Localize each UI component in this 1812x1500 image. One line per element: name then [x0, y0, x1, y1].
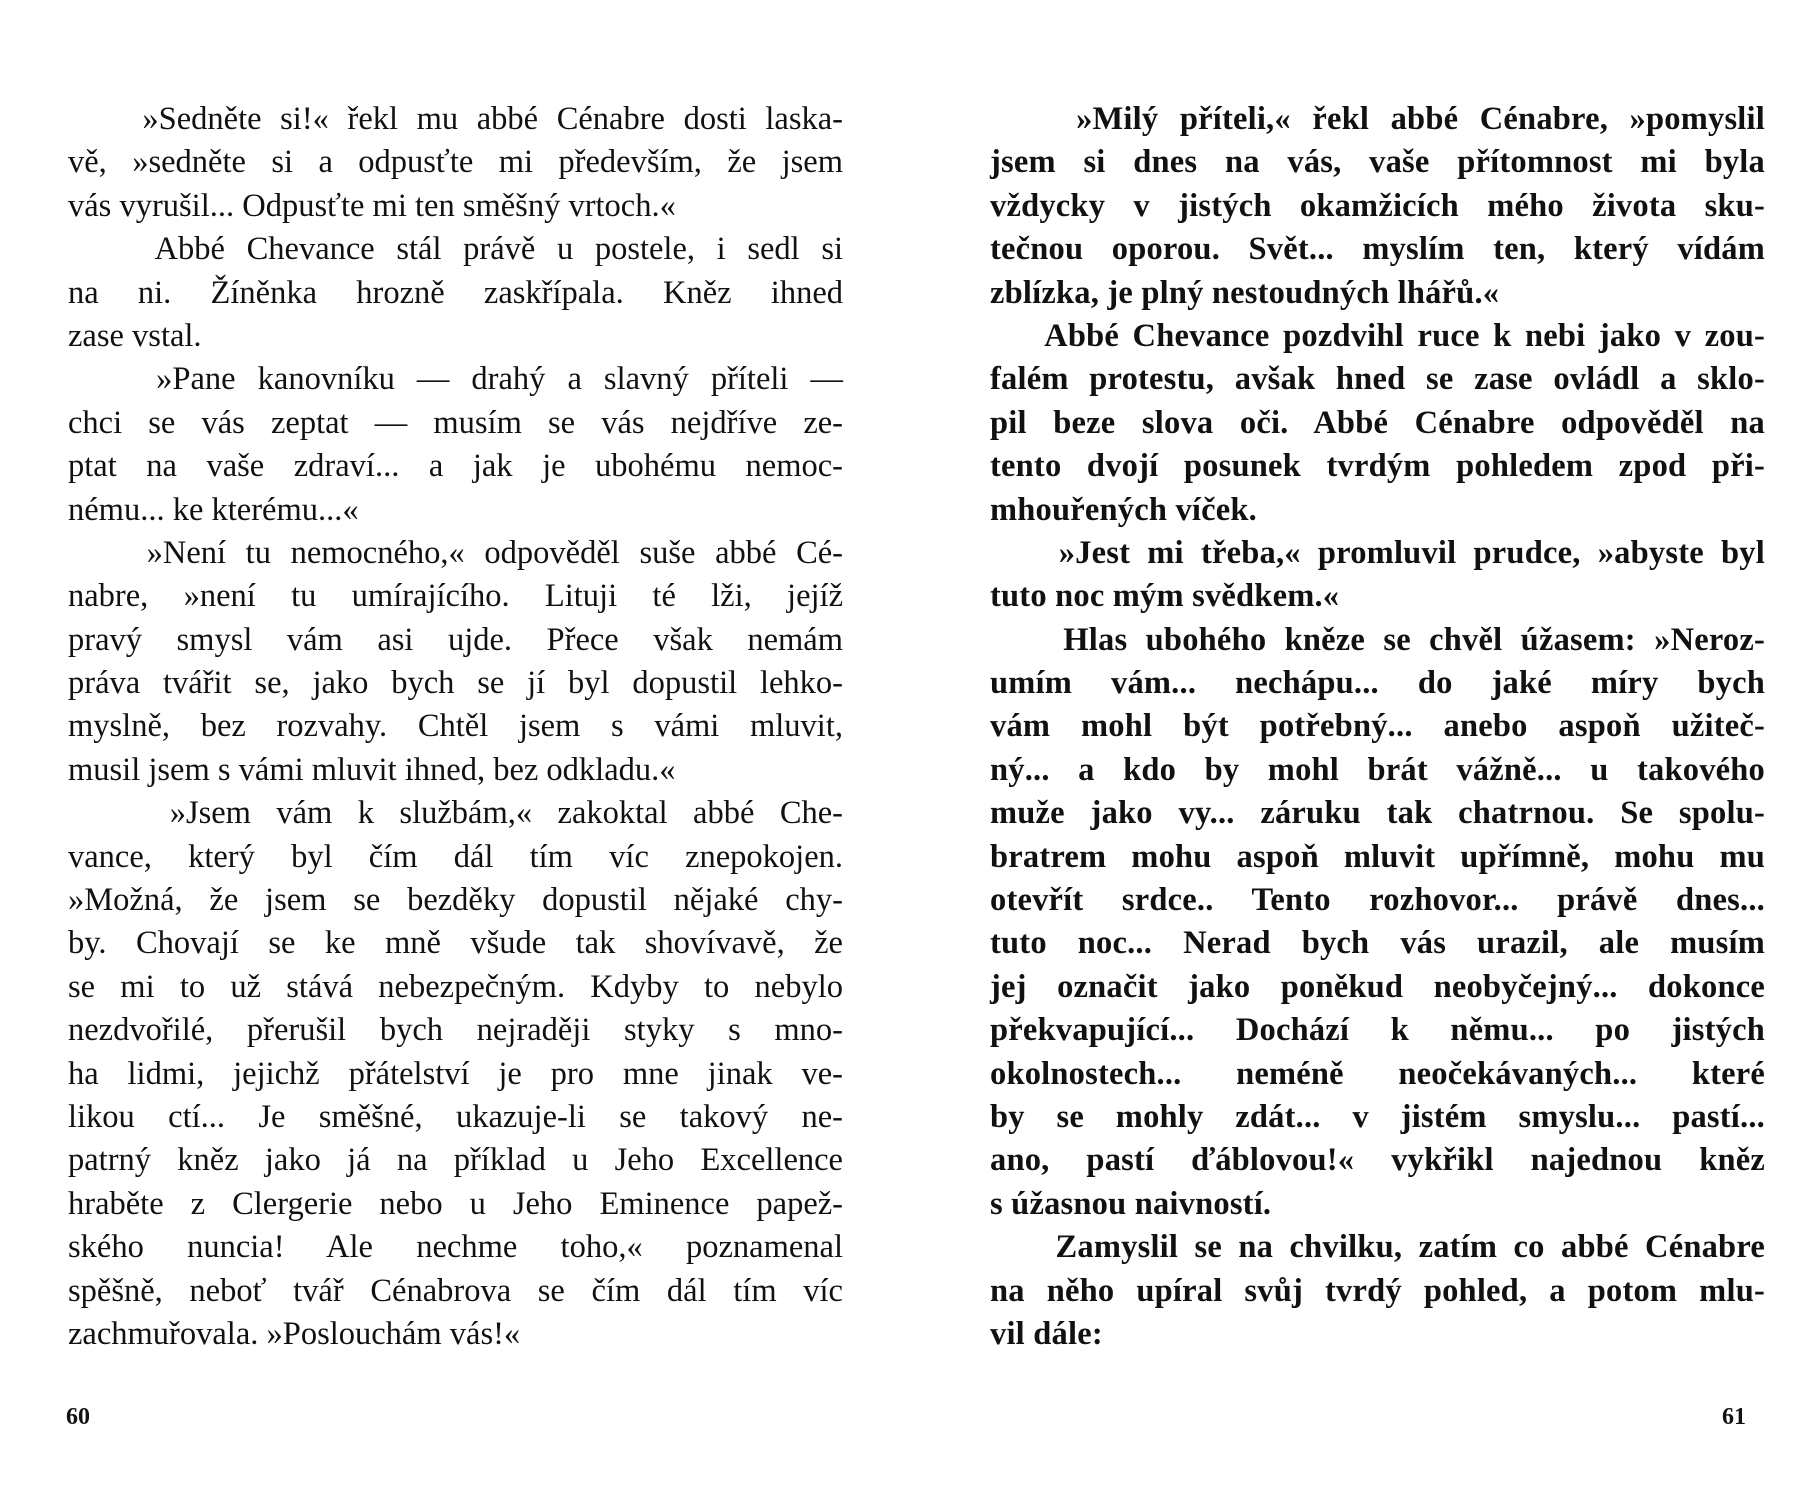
- text-line: na něho upíral svůj tvrdý pohled, a potom mlu-: [990, 1272, 1765, 1309]
- text-line: jsem si dnes na vás, vaše přítomnost mi byla: [990, 144, 1765, 181]
- text-line: Abbé Chevance stál právě u postele, i sedl si: [68, 231, 843, 268]
- text-line: umím vám... nechápu... do jaké míry bych: [990, 665, 1765, 702]
- text-line: s úžasnou naivností.: [990, 1185, 1272, 1222]
- text-line: vil dále:: [990, 1315, 1103, 1352]
- text-line: »Jest mi třeba,« promluvil prudce, »abyste byl: [990, 534, 1765, 571]
- text-line: by. Chovají se ke mně všude tak shovívavě, že: [68, 925, 843, 962]
- text-line: zblízka, je plný nestoudných lhářů.«: [990, 274, 1500, 311]
- text-line: zachmuřovala. »Poslouchám vás!«: [68, 1315, 521, 1352]
- text-line: »Sedněte si!« řekl mu abbé Cénabre dosti laska-: [68, 101, 843, 137]
- text-line: se mi to už stává nebezpečným. Kdyby to nebylo: [68, 968, 843, 1005]
- text-line: falém protestu, avšak hned se zase ovládl a sklo-: [990, 361, 1765, 398]
- text-line: bratrem mohu aspoň mluvit upřímně, mohu mu: [990, 838, 1765, 875]
- text-line: ptat na vaše zdraví... a jak je ubohému nemoc-: [68, 448, 843, 485]
- text-line: pravý smysl vám asi ujde. Přece však nemám: [68, 621, 843, 658]
- text-line: mhouřených víček.: [990, 491, 1258, 528]
- text-line: vám mohl být potřebný... anebo aspoň užiteč-: [990, 708, 1765, 745]
- text-line: tuto noc mým svědkem.«: [990, 578, 1340, 615]
- text-line: patrný kněz jako já na příklad u Jeho Excellence: [68, 1142, 843, 1179]
- text-line: tento dvojí posunek tvrdým pohledem zpod při-: [990, 448, 1765, 485]
- text-line: na ni. Žíněnka hrozně zaskřípala. Kněz ihned: [68, 274, 843, 311]
- text-line: »Možná, že jsem se bezděky dopustil nějaké chy-: [68, 882, 843, 919]
- text-line: zase vstal.: [68, 317, 202, 354]
- text-line: likou ctí... Je směšné, ukazuje-li se takový ne-: [68, 1098, 843, 1135]
- text-line: muže jako vy... záruku tak chatrnou. Se spolu-: [990, 795, 1765, 832]
- text-line: tečnou oporou. Svět... myslím ten, který vídám: [990, 231, 1765, 268]
- text-line: chci se vás zeptat — musím se vás nejdříve ze-: [68, 404, 843, 441]
- text-line: okolnostech... neméně neočekávaných... které: [990, 1055, 1765, 1092]
- text-line: nému... ke kterému...«: [68, 491, 359, 528]
- text-line: práva tvářit se, jako bych se jí byl dopustil lehko-: [68, 665, 843, 702]
- text-line: tuto noc... Nerad bych vás urazil, ale musím: [990, 925, 1765, 962]
- page-number-left: 60: [66, 1404, 90, 1430]
- text-line: jej označit jako poněkud neobyčejný... dokonce: [990, 968, 1765, 1005]
- text-line: vě, »sedněte si a odpusťte mi především, že jsem: [68, 144, 843, 181]
- text-line: nabre, »není tu umírajícího. Lituji té lži, jejíž: [68, 578, 843, 615]
- text-line: spěšně, neboť tvář Cénabrova se čím dál tím víc: [68, 1272, 843, 1309]
- text-line: »Jsem vám k službám,« zakoktal abbé Che-: [68, 795, 843, 832]
- text-line: vždycky v jistých okamžicích mého života sku-: [990, 187, 1765, 224]
- text-line: překvapující... Dochází k němu... po jistých: [990, 1012, 1765, 1049]
- text-line: vance, který byl čím dál tím víc znepokojen.: [68, 838, 843, 875]
- page-number-right: 61: [1722, 1404, 1746, 1430]
- text-line: myslně, bez rozvahy. Chtěl jsem s vámi mluvit,: [68, 708, 843, 745]
- text-line: Zamyslil se na chvilku, zatím co abbé Cénabre: [990, 1229, 1765, 1266]
- text-line: Hlas ubohého kněze se chvěl úžasem: »Neroz-: [990, 621, 1765, 658]
- text-line: »Pane kanovníku — drahý a slavný příteli —: [68, 361, 843, 398]
- text-line: Abbé Chevance pozdvihl ruce k nebi jako v zou-: [990, 317, 1765, 354]
- text-line: ný... a kdo by mohl brát vážně... u takového: [990, 751, 1765, 788]
- text-line: hraběte z Clergerie nebo u Jeho Eminence papež-: [68, 1185, 843, 1222]
- text-line: vás vyrušil... Odpusťte mi ten směšný vrtoch.«: [68, 187, 676, 224]
- text-line: otevřít srdce.. Tento rozhovor... právě dnes...: [990, 882, 1765, 919]
- text-line: by se mohly zdát... v jistém smyslu... pastí...: [990, 1098, 1765, 1135]
- right-page: [906, 0, 1812, 1500]
- right-page-text: [990, 98, 1765, 1356]
- text-line: ano, pastí ďáblovou!« vykřikl najednou kněz: [990, 1142, 1765, 1179]
- text-line: »Není tu nemocného,« odpověděl suše abbé Cé-: [68, 534, 843, 571]
- text-line: ského nuncia! Ale nechme toho,« poznamenal: [68, 1229, 843, 1266]
- text-line: »Milý příteli,« řekl abbé Cénabre, »pomyslil: [990, 101, 1765, 137]
- text-line: ha lidmi, jejichž přátelství je pro mne jinak ve-: [68, 1055, 843, 1092]
- text-line: musil jsem s vámi mluvit ihned, bez odkladu.«: [68, 751, 676, 788]
- text-line: nezdvořilé, přerušil bych nejraději styky s mno-: [68, 1012, 843, 1049]
- left-page-text: [68, 98, 843, 1356]
- text-line: pil beze slova oči. Abbé Cénabre odpověděl na: [990, 404, 1765, 441]
